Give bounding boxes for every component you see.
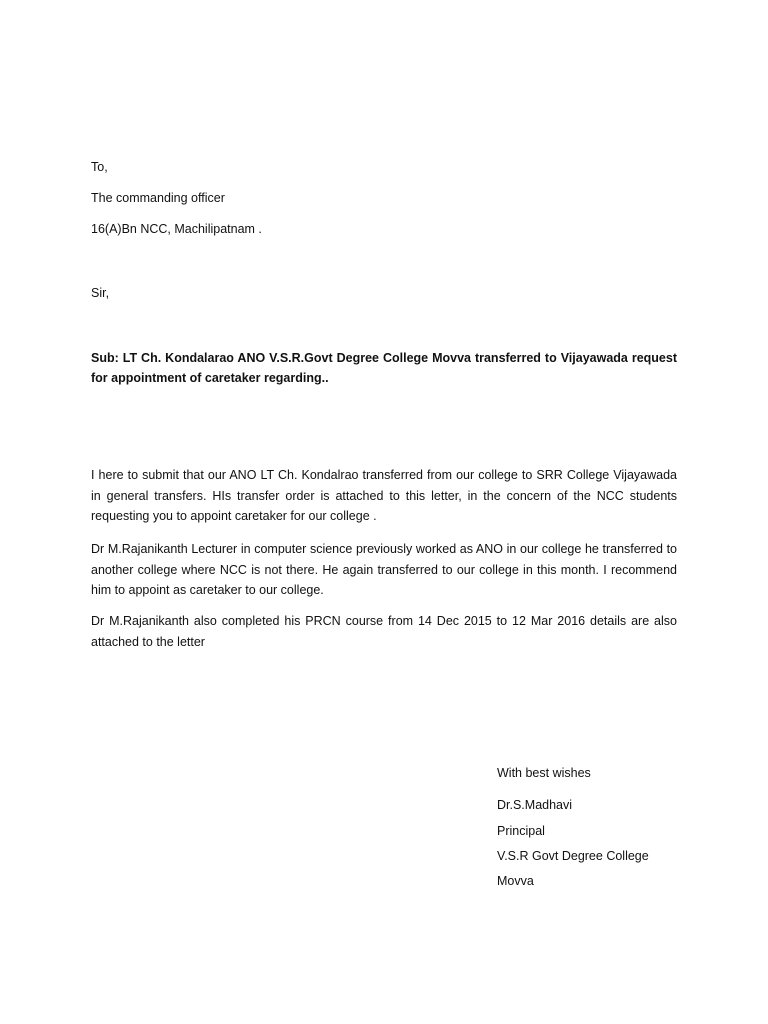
body-paragraph-1: I here to submit that our ANO LT Ch. Kondalrao transferred from our college to SRR College Vijayawada in general transfers. HIs transfer order is attached to this letter, in the concern of the NCC students requesting you to appoint caretaker for our college . xyxy=(91,468,677,523)
signatory-name: Dr.S.Madhavi xyxy=(497,798,573,812)
closing-wishes: With best wishes xyxy=(497,766,591,780)
body-paragraph-3: Dr M.Rajanikanth also completed his PRCN course from 14 Dec 2015 to 12 Mar 2016 details are also attached to the letter xyxy=(91,614,677,649)
address-recipient: The commanding officer xyxy=(91,191,225,205)
signatory-institution: V.S.R Govt Degree College xyxy=(497,849,649,863)
subject-line: Sub: LT Ch. Kondalarao ANO V.S.R.Govt Degree College Movva transferred to Vijayawada request for appointment of caretaker regarding.. xyxy=(91,351,677,385)
address-unit: 16(A)Bn NCC, Machilipatnam . xyxy=(91,222,262,236)
body-paragraph-2: Dr M.Rajanikanth Lecturer in computer science previously worked as ANO in our college he transferred to another college where NCC is not there. He again transferred to our college in this month. I recommend him to appoint as caretaker to our college. xyxy=(91,542,677,597)
signatory-place: Movva xyxy=(497,874,534,888)
salutation: Sir, xyxy=(91,286,110,300)
address-to: To, xyxy=(91,160,108,174)
signatory-designation: Principal xyxy=(497,824,545,838)
